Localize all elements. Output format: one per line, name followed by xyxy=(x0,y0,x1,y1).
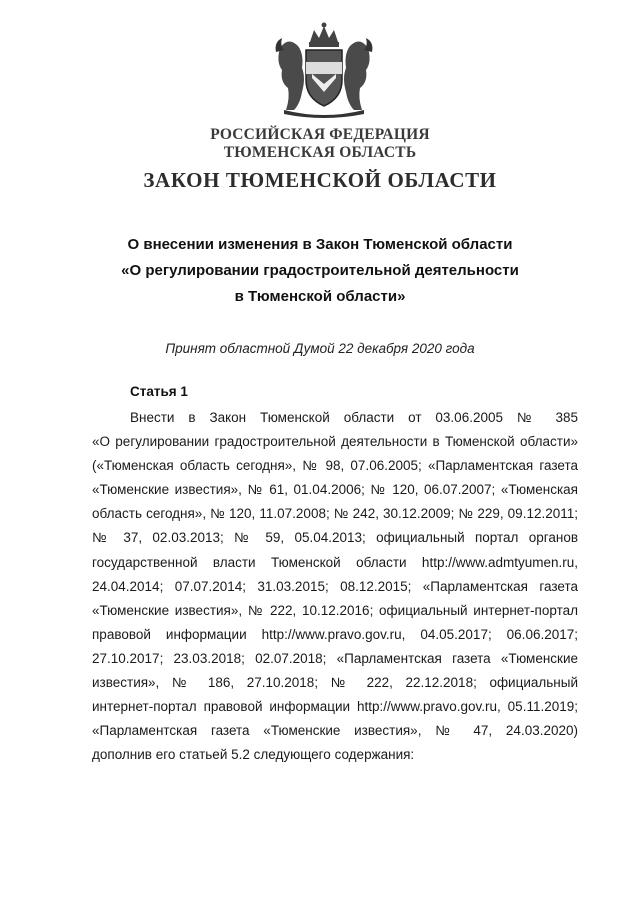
article-line: «Тюменские известия», № 222, 10.12.2016; официальный интернет-портал xyxy=(92,602,578,618)
article-line: область сегодня», № 120, 11.07.2008; № 242, 30.12.2009; № 229, 09.12.2011; xyxy=(92,506,578,522)
article-line: «Парламентская газета «Тюменские известия», № 47, 24.03.2020) xyxy=(92,723,578,739)
region-heading: ТЮМЕНСКАЯ ОБЛАСТЬ xyxy=(223,144,417,161)
article-body xyxy=(92,406,578,767)
tyumen-coat-of-arms-emblem xyxy=(272,22,376,120)
article-line: интернет-портал правовой информации http://www.pravo.gov.ru, 05.11.2019; xyxy=(92,699,578,715)
article-heading: Статья 1 xyxy=(130,384,188,399)
article-line: «Тюменские известия», № 61, 01.04.2006; № 120, 06.07.2007; «Тюменская xyxy=(92,482,578,498)
adoption-note: Принят областной Думой 22 декабря 2020 года xyxy=(165,341,475,356)
article-line: дополнив его статьей 5.2 следующего содержания: xyxy=(92,747,415,763)
article-line: 24.04.2014; 07.07.2014; 31.03.2015; 08.12.2015; «Парламентская газета xyxy=(92,578,578,594)
country-heading: РОССИЙСКАЯ ФЕДЕРАЦИЯ xyxy=(210,126,430,143)
article-line: 27.10.2017; 23.03.2018; 02.07.2018; «Парламентская газета «Тюменские xyxy=(92,650,578,666)
article-line: «О регулировании градостроительной деятельности в Тюменской области» xyxy=(92,434,578,450)
document-title-line-2: «О регулировании градостроительной деятельности xyxy=(121,262,519,279)
article-line: известия», № 186, 27.10.2018; № 222, 22.12.2018; официальный xyxy=(92,675,578,691)
article-line: («Тюменская область сегодня», № 98, 07.06.2005; «Парламентская газета xyxy=(92,458,578,474)
article-line: правовой информации http://www.pravo.gov.ru, 04.05.2017; 06.06.2017; xyxy=(92,626,578,642)
article-line: Внести в Закон Тюменской области от 03.06.2005 № 385 xyxy=(130,410,578,425)
article-line: государственной власти Тюменской области http://www.admtyumen.ru, xyxy=(92,554,578,570)
law-heading: ЗАКОН ТЮМЕНСКОЙ ОБЛАСТИ xyxy=(143,168,497,192)
document-title-line-1: О внесении изменения в Закон Тюменской области xyxy=(127,236,513,253)
article-line: № 37, 02.03.2013; № 59, 05.04.2013; официальный портал органов xyxy=(92,530,578,546)
document-title-line-3: в Тюменской области» xyxy=(234,288,406,305)
